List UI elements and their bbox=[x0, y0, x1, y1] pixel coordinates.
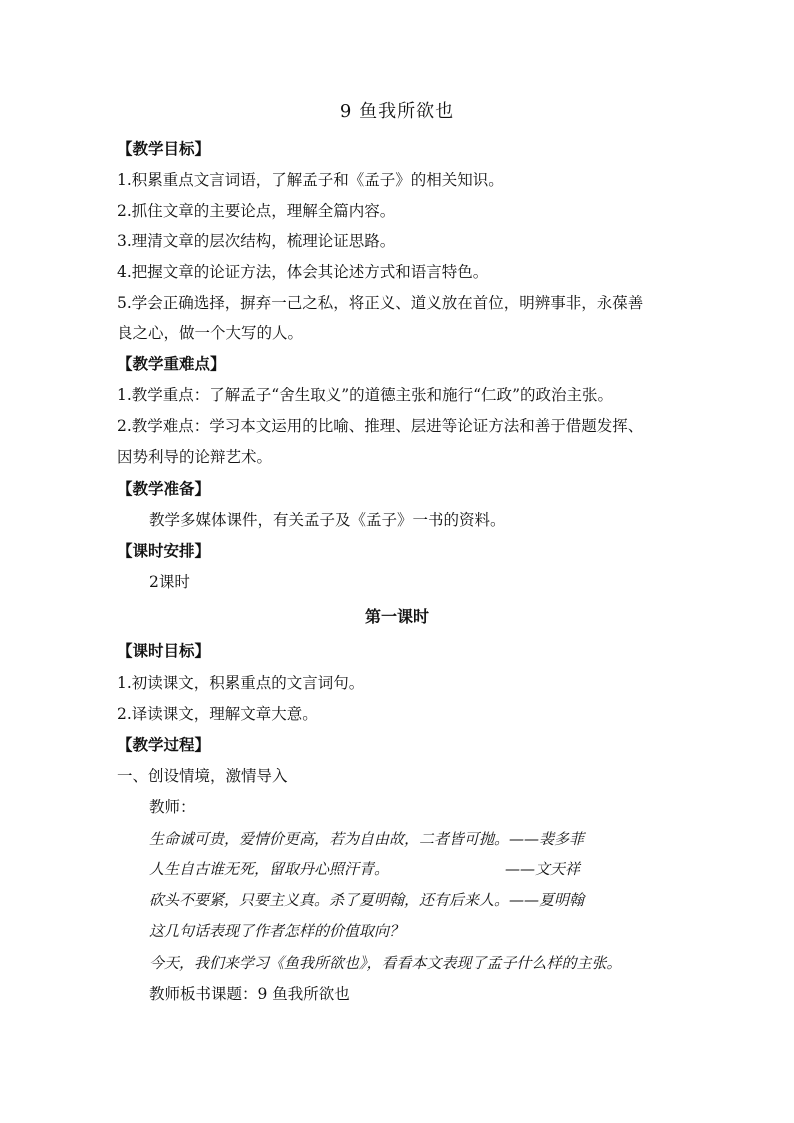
schedule-heading: 【课时安排】 bbox=[117, 541, 211, 560]
teacher-label: 教师： bbox=[149, 798, 196, 816]
lesson-objective-2: 2.译读课文，理解文章大意。 bbox=[117, 705, 318, 723]
schedule-text: 2课时 bbox=[149, 573, 190, 591]
quote-1: 生命诚可贵，爱情价更高，若为自由故，二者皆可抛。——裴多菲 bbox=[149, 830, 585, 848]
key-point-1: 1.教学重点：了解孟子“舍生取义”的道德主张和施行“仁政”的政治主张。 bbox=[117, 386, 613, 404]
process-step-1: 一、创设情境，激情导入 bbox=[117, 767, 288, 785]
preparation-text: 教学多媒体课件，有关孟子及《孟子》一书的资料。 bbox=[149, 511, 506, 529]
key-points-heading: 【教学重难点】 bbox=[117, 354, 226, 373]
objective-item-4: 4.把握文章的论证方法，体会其论述方式和语言特色。 bbox=[117, 263, 489, 281]
quote-2-author: ——文天祥 bbox=[505, 860, 581, 878]
lesson-objective-1: 1.初读课文，积累重点的文言词句。 bbox=[117, 674, 365, 692]
today-text: 今天，我们来学习《鱼我所欲也》，看看本文表现了孟子什么样的主张。 bbox=[149, 954, 622, 972]
quote-2: 人生自古谁无死，留取丹心照汗青。 bbox=[149, 860, 390, 878]
objective-item-5-cont: 良之心，做一个大写的人。 bbox=[117, 324, 304, 342]
objective-item-2: 2.抓住文章的主要论点，理解全篇内容。 bbox=[117, 202, 396, 220]
process-heading: 【教学过程】 bbox=[117, 735, 211, 754]
board-title-text: 教师板书课题：9 鱼我所欲也 bbox=[149, 985, 350, 1003]
key-point-2: 2.教学难点：学习本文运用的比喻、推理、层进等论证方法和善于借题发挥、 bbox=[117, 417, 644, 435]
objectives-heading: 【教学目标】 bbox=[117, 139, 211, 158]
preparation-heading: 【教学准备】 bbox=[117, 479, 211, 498]
objective-item-1: 1.积累重点文言词语，了解孟子和《孟子》的相关知识。 bbox=[117, 171, 504, 189]
quote-3: 砍头不要紧，只要主义真。杀了夏明翰，还有后来人。——夏明翰 bbox=[149, 891, 585, 909]
document-title: 9 鱼我所欲也 bbox=[339, 101, 455, 122]
question-text: 这几句话表现了作者怎样的价值取向？ bbox=[149, 922, 405, 940]
objective-item-5: 5.学会正确选择，摒弃一己之私，将正义、道义放在首位，明辨事非，永葆善 bbox=[117, 294, 644, 312]
lesson-objectives-heading: 【课时目标】 bbox=[117, 641, 211, 660]
objective-item-3: 3.理清文章的层次结构，梳理论证思路。 bbox=[117, 232, 396, 250]
lesson1-title: 第一课时 bbox=[364, 607, 429, 626]
key-point-2-cont: 因势利导的论辩艺术。 bbox=[117, 448, 273, 466]
